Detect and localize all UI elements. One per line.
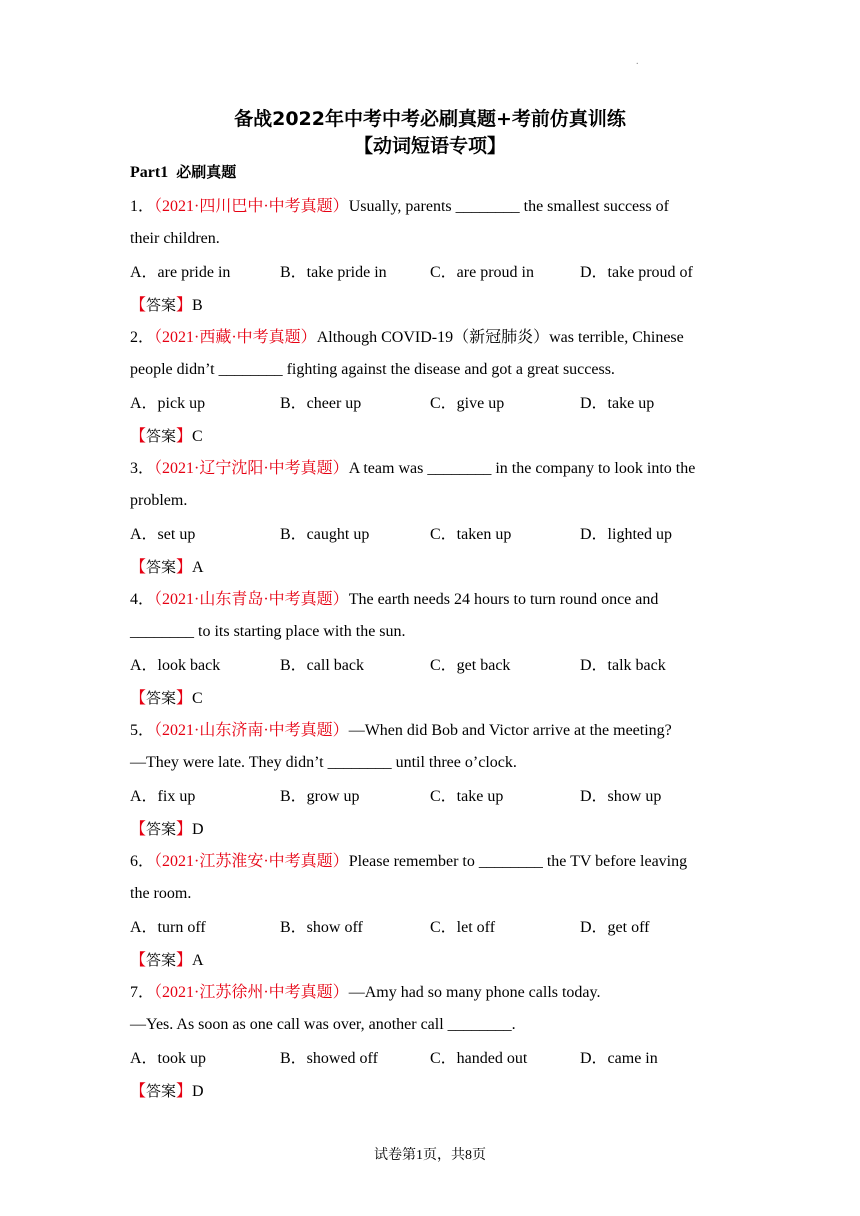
question-source: （2021·西藏·中考真题） bbox=[154, 329, 317, 346]
answer-bracket-close: 】 bbox=[176, 559, 193, 576]
answer-bracket-open: 【 bbox=[130, 428, 147, 445]
question-stem-line1 bbox=[130, 589, 740, 611]
answer-bracket-close: 】 bbox=[176, 1083, 193, 1100]
option-b: B．cheer up bbox=[280, 395, 362, 412]
option-b: B．call back bbox=[280, 657, 364, 674]
question-stem-line1 bbox=[130, 458, 740, 480]
answer-label: 答案 bbox=[146, 1082, 177, 1100]
question-text: The earth needs 24 hours to turn round once and bbox=[348, 591, 659, 608]
question-number: 6． bbox=[130, 853, 155, 870]
question-stem-line2: problem. bbox=[130, 492, 188, 509]
question-number: 3． bbox=[130, 460, 155, 477]
question-text: Although COVID-19（新冠肺炎）was terrible, Chinese bbox=[316, 329, 684, 346]
question-stem-line2: ________ to its starting place with the sun. bbox=[130, 623, 406, 640]
answer-value: D bbox=[192, 821, 204, 838]
answer-label: 答案 bbox=[146, 820, 177, 838]
answer-line bbox=[130, 685, 203, 708]
answer-label: 答案 bbox=[146, 427, 177, 445]
question-stem-line1 bbox=[130, 196, 740, 218]
option-d: D．take proud of bbox=[580, 264, 693, 281]
question-text: A team was ________ in the company to look into the bbox=[348, 460, 696, 477]
option-b: B．grow up bbox=[280, 788, 360, 805]
question-stem-line2: the room. bbox=[130, 885, 192, 902]
answer-bracket-close: 】 bbox=[176, 821, 193, 838]
answer-line bbox=[130, 1078, 204, 1101]
option-d: D．came in bbox=[580, 1050, 658, 1067]
option-a: A．look back bbox=[130, 657, 221, 674]
option-c: C．are proud in bbox=[430, 264, 534, 281]
option-d: D．lighted up bbox=[580, 526, 672, 543]
question-stem-line2: people didn’t ________ fighting against the disease and got a great success. bbox=[130, 361, 615, 378]
part-heading bbox=[130, 161, 236, 182]
answer-bracket-close: 】 bbox=[176, 690, 193, 707]
option-c: C．get back bbox=[430, 657, 511, 674]
page-subtitle: 【动词短语专项】 bbox=[353, 135, 506, 157]
answer-bracket-close: 】 bbox=[176, 297, 193, 314]
option-c: C．let off bbox=[430, 919, 496, 936]
question-number: 5． bbox=[130, 722, 155, 739]
option-a: A．set up bbox=[130, 526, 196, 543]
option-c: C．taken up bbox=[430, 526, 512, 543]
answer-bracket-open: 【 bbox=[130, 297, 147, 314]
question-text: —When did Bob and Victor arrive at the meeting? bbox=[348, 722, 672, 739]
question-source: （2021·江苏淮安·中考真题） bbox=[154, 853, 349, 870]
option-d: D．talk back bbox=[580, 657, 666, 674]
answer-value: A bbox=[192, 952, 204, 969]
answer-line bbox=[130, 816, 204, 839]
question-number: 2． bbox=[130, 329, 155, 346]
answer-value: C bbox=[192, 428, 203, 445]
corner-mark: . bbox=[636, 56, 639, 67]
option-c: C．give up bbox=[430, 395, 505, 412]
option-b: B．take pride in bbox=[280, 264, 387, 281]
answer-bracket-open: 【 bbox=[130, 1083, 147, 1100]
option-c: C．take up bbox=[430, 788, 504, 805]
option-a: A．turn off bbox=[130, 919, 206, 936]
answer-bracket-open: 【 bbox=[130, 821, 147, 838]
option-a: A．fix up bbox=[130, 788, 196, 805]
option-d: D．get off bbox=[580, 919, 650, 936]
answer-bracket-open: 【 bbox=[130, 952, 147, 969]
question-source: （2021·辽宁沈阳·中考真题） bbox=[154, 460, 349, 477]
answer-value: D bbox=[192, 1083, 204, 1100]
answer-bracket-open: 【 bbox=[130, 690, 147, 707]
option-a: A．are pride in bbox=[130, 264, 231, 281]
question-source: （2021·山东济南·中考真题） bbox=[154, 722, 349, 739]
part-label: Part1 bbox=[130, 164, 169, 181]
question-stem-line2: their children. bbox=[130, 230, 220, 247]
answer-line bbox=[130, 554, 204, 577]
question-number: 1． bbox=[130, 198, 155, 215]
answer-value: C bbox=[192, 690, 203, 707]
option-a: A．pick up bbox=[130, 395, 206, 412]
option-a: A．took up bbox=[130, 1050, 207, 1067]
question-stem-line1 bbox=[130, 851, 740, 873]
question-stem-line2: —They were late. They didn’t ________ until three o’clock. bbox=[130, 754, 517, 771]
answer-line bbox=[130, 292, 203, 315]
option-b: B．showed off bbox=[280, 1050, 378, 1067]
question-number: 4． bbox=[130, 591, 155, 608]
answer-bracket-close: 】 bbox=[176, 952, 193, 969]
option-b: B．show off bbox=[280, 919, 363, 936]
answer-value: B bbox=[192, 297, 203, 314]
question-stem-line1 bbox=[130, 982, 740, 1004]
question-stem-line1 bbox=[130, 327, 740, 349]
question-text: —Amy had so many phone calls today. bbox=[348, 984, 601, 1001]
question-number: 7． bbox=[130, 984, 155, 1001]
answer-label: 答案 bbox=[146, 558, 177, 576]
answer-value: A bbox=[192, 559, 204, 576]
option-b: B．caught up bbox=[280, 526, 370, 543]
answer-line bbox=[130, 423, 203, 446]
part-title: 必刷真题 bbox=[176, 163, 237, 181]
option-d: D．show up bbox=[580, 788, 662, 805]
page-footer: 试卷第1页，共8页 bbox=[374, 1148, 486, 1163]
question-stem-line1 bbox=[130, 720, 740, 742]
option-c: C．handed out bbox=[430, 1050, 528, 1067]
answer-bracket-open: 【 bbox=[130, 559, 147, 576]
page-title: 备战2022年中考中考必刷真题+考前仿真训练 bbox=[234, 108, 626, 130]
option-d: D．take up bbox=[580, 395, 655, 412]
question-source: （2021·山东青岛·中考真题） bbox=[154, 591, 349, 608]
answer-label: 答案 bbox=[146, 689, 177, 707]
question-source: （2021·江苏徐州·中考真题） bbox=[154, 984, 349, 1001]
answer-bracket-close: 】 bbox=[176, 428, 193, 445]
answer-label: 答案 bbox=[146, 951, 177, 969]
answer-line bbox=[130, 947, 204, 970]
question-source: （2021·四川巴中·中考真题） bbox=[154, 198, 349, 215]
question-text: Usually, parents ________ the smallest success of bbox=[348, 198, 669, 215]
question-stem-line2: —Yes. As soon as one call was over, another call ________. bbox=[130, 1016, 516, 1033]
answer-label: 答案 bbox=[146, 296, 177, 314]
question-text: Please remember to ________ the TV before leaving bbox=[348, 853, 688, 870]
